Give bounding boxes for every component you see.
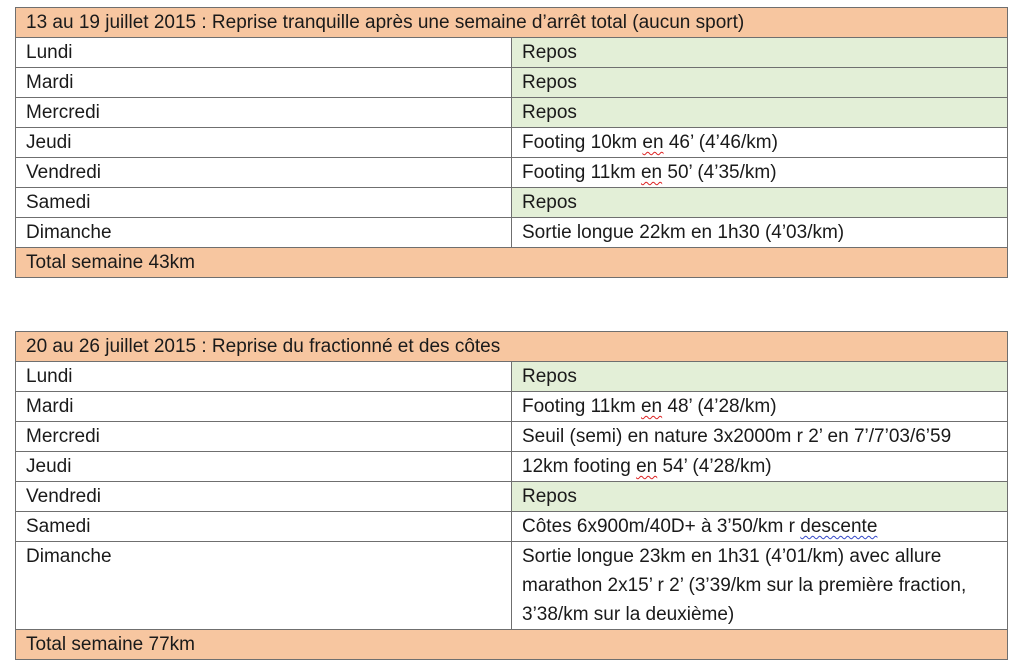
day-cell: Mardi <box>16 68 512 98</box>
day-cell: Samedi <box>16 188 512 218</box>
day-cell: Jeudi <box>16 452 512 482</box>
activity-cell: Repos <box>512 98 1008 128</box>
spellcheck-marked-word: en <box>636 456 658 477</box>
table-row <box>16 158 1008 188</box>
table-row <box>16 512 1008 542</box>
activity-text: 54’ (4’28/km) <box>657 456 772 477</box>
grammar-marked-word: descente <box>800 516 878 537</box>
week1-total-row <box>16 248 1008 278</box>
activity-cell: Repos <box>512 68 1008 98</box>
table-row <box>16 482 1008 512</box>
day-cell: Dimanche <box>16 218 512 248</box>
day-cell: Lundi <box>16 362 512 392</box>
table-row <box>16 128 1008 158</box>
day-cell: Vendredi <box>16 158 512 188</box>
table-row <box>16 362 1008 392</box>
table-row <box>16 542 1008 630</box>
day-cell: Lundi <box>16 38 512 68</box>
spellcheck-marked-word: en <box>640 396 663 417</box>
activity-cell: Sortie longue 22km en 1h30 (4’03/km) <box>512 218 1008 248</box>
day-cell: Mercredi <box>16 422 512 452</box>
activity-cell <box>512 128 1008 158</box>
activity-text: 46’ (4’46/km) <box>663 132 778 153</box>
day-cell: Mardi <box>16 392 512 422</box>
table-row <box>16 422 1008 452</box>
table-row <box>16 38 1008 68</box>
week1-total: Total semaine 43km <box>16 248 1008 278</box>
week1-header-row <box>16 8 1008 38</box>
activity-cell <box>512 512 1008 542</box>
activity-cell <box>512 392 1008 422</box>
table-row <box>16 218 1008 248</box>
week1-title: 13 au 19 juillet 2015 : Reprise tranquille après une semaine d’arrêt total (aucun sport) <box>16 8 1008 38</box>
table-row <box>16 452 1008 482</box>
activity-text: Footing 11km <box>522 162 641 183</box>
day-cell: Vendredi <box>16 482 512 512</box>
activity-cell: Seuil (semi) en nature 3x2000m r 2’ en 7’/7’03/6’59 <box>512 422 1008 452</box>
table-row <box>16 98 1008 128</box>
table-row <box>16 188 1008 218</box>
week2-header-row <box>16 332 1008 362</box>
week2-table <box>15 331 1008 660</box>
activity-text: Footing 10km <box>522 132 643 153</box>
table-row <box>16 68 1008 98</box>
table-row <box>16 392 1008 422</box>
activity-cell: Repos <box>512 188 1008 218</box>
activity-cell: Repos <box>512 482 1008 512</box>
activity-cell <box>512 158 1008 188</box>
spellcheck-marked-word: en <box>642 132 664 153</box>
activity-cell: Repos <box>512 362 1008 392</box>
activity-cell: Repos <box>512 38 1008 68</box>
week2-title: 20 au 26 juillet 2015 : Reprise du fractionné et des côtes <box>16 332 1008 362</box>
spellcheck-marked-word: en <box>640 162 663 183</box>
activity-text: 48’ (4’28/km) <box>662 396 777 417</box>
activity-text: Côtes 6x900m/40D+ à 3’50/km r <box>522 516 801 537</box>
activity-text: 50’ (4’35/km) <box>662 162 777 183</box>
day-cell: Mercredi <box>16 98 512 128</box>
activity-cell <box>512 452 1008 482</box>
activity-text: Footing 11km <box>522 396 641 417</box>
activity-text: 12km footing <box>522 456 637 477</box>
week1-table <box>15 7 1008 278</box>
week2-total-row <box>16 630 1008 660</box>
week2-total: Total semaine 77km <box>16 630 1008 660</box>
day-cell: Samedi <box>16 512 512 542</box>
activity-cell: Sortie longue 23km en 1h31 (4’01/km) avec allure marathon 2x15’ r 2’ (3’39/km sur la première fraction, 3’38/km sur la deuxième) <box>512 542 1008 630</box>
day-cell: Dimanche <box>16 542 512 630</box>
day-cell: Jeudi <box>16 128 512 158</box>
